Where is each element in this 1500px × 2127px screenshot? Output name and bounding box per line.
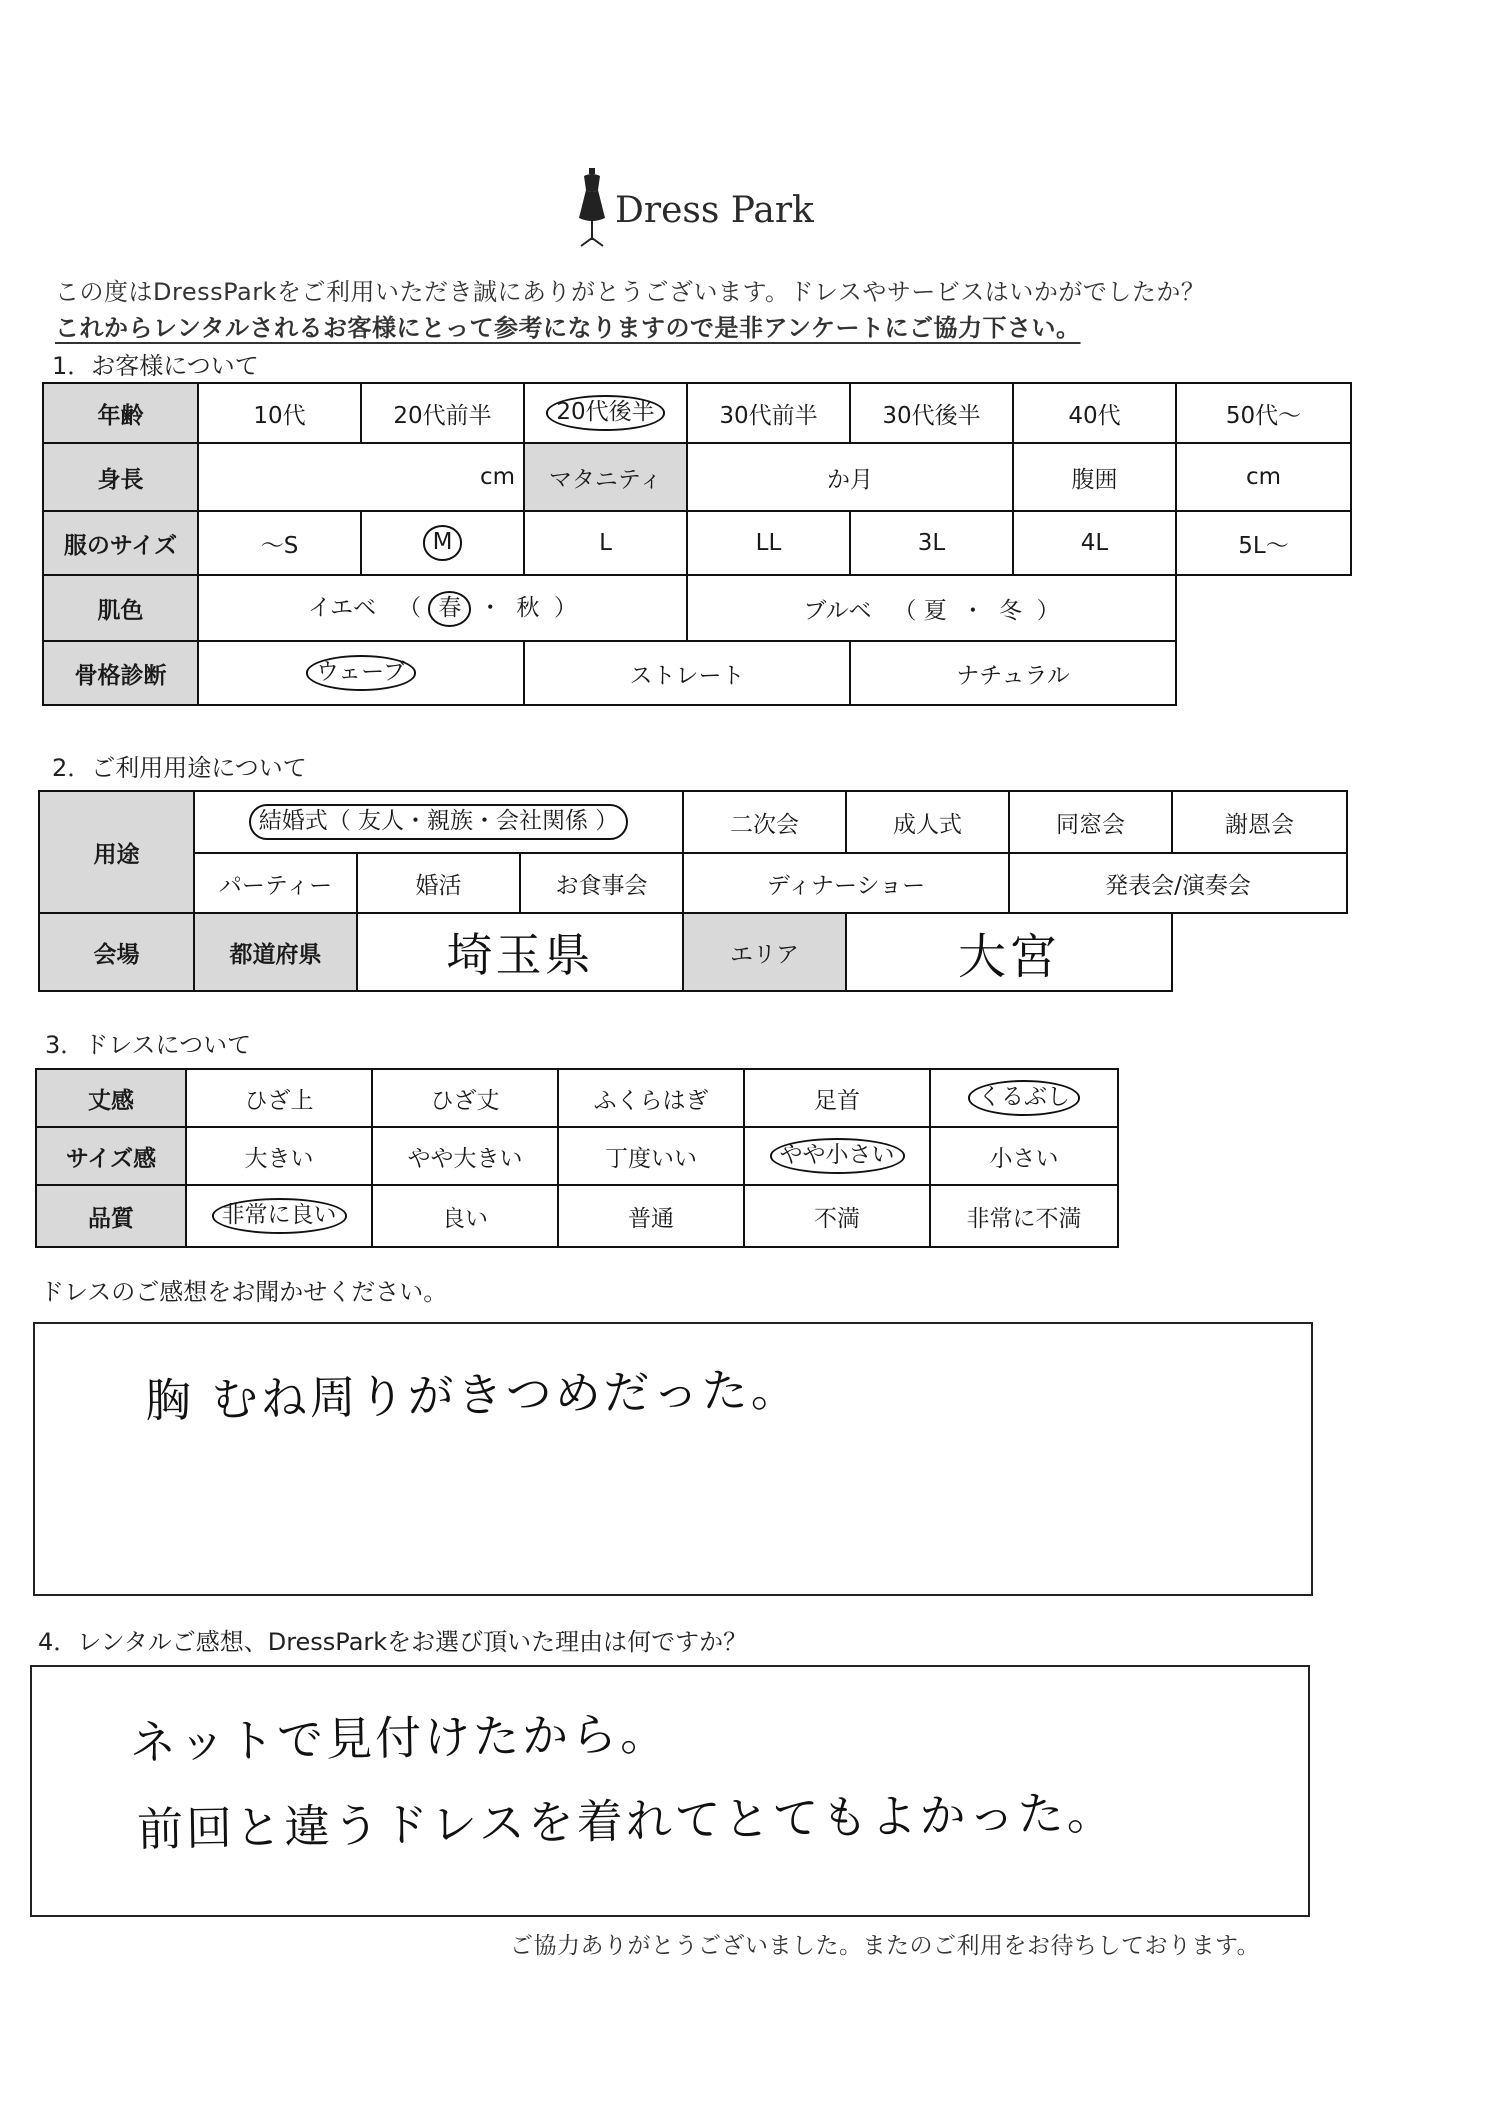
area-label: エリア bbox=[683, 913, 846, 991]
customer-table bbox=[42, 382, 1352, 706]
paren-close: ） bbox=[553, 595, 577, 622]
age-row bbox=[43, 383, 1351, 443]
impression-prompt: ドレスのご感想をお聞かせください。 bbox=[40, 1278, 448, 1306]
age-label: 年齢 bbox=[43, 383, 198, 443]
skin-row bbox=[43, 575, 1351, 641]
quality-option-selected[interactable] bbox=[186, 1185, 372, 1247]
prefecture-label: 都道府県 bbox=[194, 913, 357, 991]
section3-title: 3．ドレスについて bbox=[45, 1031, 252, 1059]
quality-option[interactable]: 良い bbox=[372, 1185, 558, 1247]
age-option[interactable]: 30代前半 bbox=[687, 383, 850, 443]
skin-blue-cell[interactable] bbox=[687, 575, 1176, 641]
purpose-option[interactable]: お食事会 bbox=[520, 853, 683, 913]
brand-name: Dress Park bbox=[615, 190, 814, 231]
purpose-row-1 bbox=[39, 791, 1347, 853]
age-option[interactable]: 30代後半 bbox=[850, 383, 1013, 443]
dress-table bbox=[35, 1068, 1119, 1248]
prefecture-value[interactable] bbox=[357, 913, 683, 991]
skin-blue: ブルベ bbox=[803, 597, 872, 624]
dot: ・ bbox=[961, 597, 985, 624]
age-option[interactable]: 50代～ bbox=[1176, 383, 1351, 443]
fit-option-selected[interactable] bbox=[744, 1127, 930, 1185]
skeleton-option[interactable]: ナチュラル bbox=[850, 641, 1176, 705]
paren-open: （ bbox=[398, 595, 422, 622]
age-option-selected[interactable] bbox=[524, 383, 687, 443]
quality-label: 品質 bbox=[36, 1185, 186, 1247]
empty-cell bbox=[1176, 641, 1351, 705]
dress-form-icon bbox=[575, 168, 609, 248]
size-option[interactable]: L bbox=[524, 511, 687, 575]
purpose-option[interactable]: 同窓会 bbox=[1009, 791, 1172, 853]
quality-option[interactable]: 非常に不満 bbox=[930, 1185, 1118, 1247]
selected-circle: M bbox=[423, 525, 463, 560]
length-row bbox=[36, 1069, 1118, 1127]
reason-handwriting-line-1: ネットで見付けたから。 bbox=[129, 1706, 670, 1770]
fit-label: サイズ感 bbox=[36, 1127, 186, 1185]
section4-title: 4．レンタルご感想、DressParkをお選び頂いた理由は何ですか？ bbox=[38, 1628, 748, 1656]
skeleton-row bbox=[43, 641, 1351, 705]
section2-title: 2．ご利用用途について bbox=[52, 754, 307, 782]
purpose-option[interactable]: 成人式 bbox=[846, 791, 1009, 853]
paren-open: （ bbox=[893, 597, 917, 624]
height-unit[interactable]: cm bbox=[198, 443, 524, 511]
skeleton-option-selected[interactable] bbox=[198, 641, 524, 705]
reason-box[interactable] bbox=[30, 1665, 1310, 1917]
purpose-option[interactable]: パーティー bbox=[194, 853, 357, 913]
selected-circle: ウェーブ bbox=[306, 655, 416, 690]
brand-logo bbox=[575, 168, 835, 258]
size-option[interactable]: 3L bbox=[850, 511, 1013, 575]
skin-yellow: イエベ bbox=[308, 595, 377, 622]
area-handwriting: 大宮 bbox=[958, 928, 1061, 985]
size-option-selected[interactable] bbox=[361, 511, 524, 575]
quality-option[interactable]: 普通 bbox=[558, 1185, 744, 1247]
paren-close: ） bbox=[1036, 597, 1060, 624]
reason-handwriting-line-2: 前回と違うドレスを着れてとてもよかった。 bbox=[136, 1785, 1117, 1857]
prefecture-handwriting: 埼玉県 bbox=[446, 928, 594, 982]
fit-row bbox=[36, 1127, 1118, 1185]
length-option[interactable]: ひざ丈 bbox=[372, 1069, 558, 1127]
fit-option[interactable]: 大きい bbox=[186, 1127, 372, 1185]
section1-title: 1．お客様について bbox=[52, 352, 259, 380]
purpose-option[interactable]: 謝恩会 bbox=[1172, 791, 1347, 853]
waist-label: 腹囲 bbox=[1013, 443, 1176, 511]
skin-label: 肌色 bbox=[43, 575, 198, 641]
selected-circle: 非常に良い bbox=[212, 1198, 347, 1233]
purpose-label: 用途 bbox=[39, 791, 194, 913]
length-option-selected[interactable] bbox=[930, 1069, 1118, 1127]
length-option[interactable]: 足首 bbox=[744, 1069, 930, 1127]
venue-row bbox=[39, 913, 1347, 991]
size-option[interactable]: 4L bbox=[1013, 511, 1176, 575]
skin-spring-selected[interactable]: 春 bbox=[428, 591, 471, 626]
venue-label: 会場 bbox=[39, 913, 194, 991]
maternity-months[interactable]: か月 bbox=[687, 443, 1013, 511]
fit-option[interactable]: 丁度いい bbox=[558, 1127, 744, 1185]
height-row bbox=[43, 443, 1351, 511]
selected-circle: やや小さい bbox=[770, 1138, 905, 1173]
intro-line-1: この度はDressParkをご利用いただき誠にありがとうございます。ドレスやサービスはいかがでしたか？ bbox=[55, 278, 1206, 306]
skeleton-label: 骨格診断 bbox=[43, 641, 198, 705]
quality-option[interactable]: 不満 bbox=[744, 1185, 930, 1247]
size-option[interactable]: 5L～ bbox=[1176, 511, 1351, 575]
skin-summer[interactable]: 夏 bbox=[923, 597, 947, 624]
size-option[interactable]: ～S bbox=[198, 511, 361, 575]
height-label: 身長 bbox=[43, 443, 198, 511]
usage-table bbox=[38, 790, 1348, 992]
intro-line-2: これからレンタルされるお客様にとって参考になりますので是非アンケートにご協力下さい。 bbox=[55, 314, 1081, 342]
empty-cell bbox=[1176, 575, 1351, 641]
skeleton-option[interactable]: ストレート bbox=[524, 641, 850, 705]
size-option[interactable]: LL bbox=[687, 511, 850, 575]
selected-circle: 20代後半 bbox=[546, 395, 664, 430]
age-option[interactable]: 40代 bbox=[1013, 383, 1176, 443]
empty-cell bbox=[1172, 913, 1347, 991]
fit-option[interactable]: 小さい bbox=[930, 1127, 1118, 1185]
fit-option[interactable]: やや大きい bbox=[372, 1127, 558, 1185]
impression-box[interactable] bbox=[33, 1322, 1313, 1596]
dot: ・ bbox=[478, 595, 502, 622]
purpose-option[interactable]: 二次会 bbox=[683, 791, 846, 853]
purpose-option[interactable]: 発表会/演奏会 bbox=[1009, 853, 1347, 913]
skin-yellow-cell[interactable] bbox=[198, 575, 687, 641]
purpose-option[interactable]: 婚活 bbox=[357, 853, 520, 913]
footer-text: ご協力ありがとうございました。またのご利用をお待ちしております。 bbox=[510, 1933, 1261, 1959]
selected-circle: 結婚式（ 友人・親族・会社関係 ） bbox=[249, 804, 629, 839]
purpose-option[interactable]: ディナーショー bbox=[683, 853, 1009, 913]
selected-circle: くるぶし bbox=[968, 1080, 1080, 1115]
length-option[interactable]: ふくらはぎ bbox=[558, 1069, 744, 1127]
age-option[interactable]: 20代前半 bbox=[361, 383, 524, 443]
size-row bbox=[43, 511, 1351, 575]
impression-handwriting: 胸 むね周りがきつめだった。 bbox=[144, 1362, 801, 1428]
purpose-row-2 bbox=[39, 853, 1347, 913]
purpose-option-selected[interactable] bbox=[194, 791, 683, 853]
skin-autumn[interactable]: 秋 bbox=[516, 595, 540, 622]
area-value[interactable] bbox=[846, 913, 1172, 991]
size-label: 服のサイズ bbox=[43, 511, 198, 575]
length-label: 丈感 bbox=[36, 1069, 186, 1127]
age-option[interactable]: 10代 bbox=[198, 383, 361, 443]
skin-winter[interactable]: 冬 bbox=[998, 597, 1022, 624]
waist-unit[interactable]: cm bbox=[1176, 443, 1351, 511]
quality-row bbox=[36, 1185, 1118, 1247]
length-option[interactable]: ひざ上 bbox=[186, 1069, 372, 1127]
maternity-label: マタニティ bbox=[524, 443, 687, 511]
